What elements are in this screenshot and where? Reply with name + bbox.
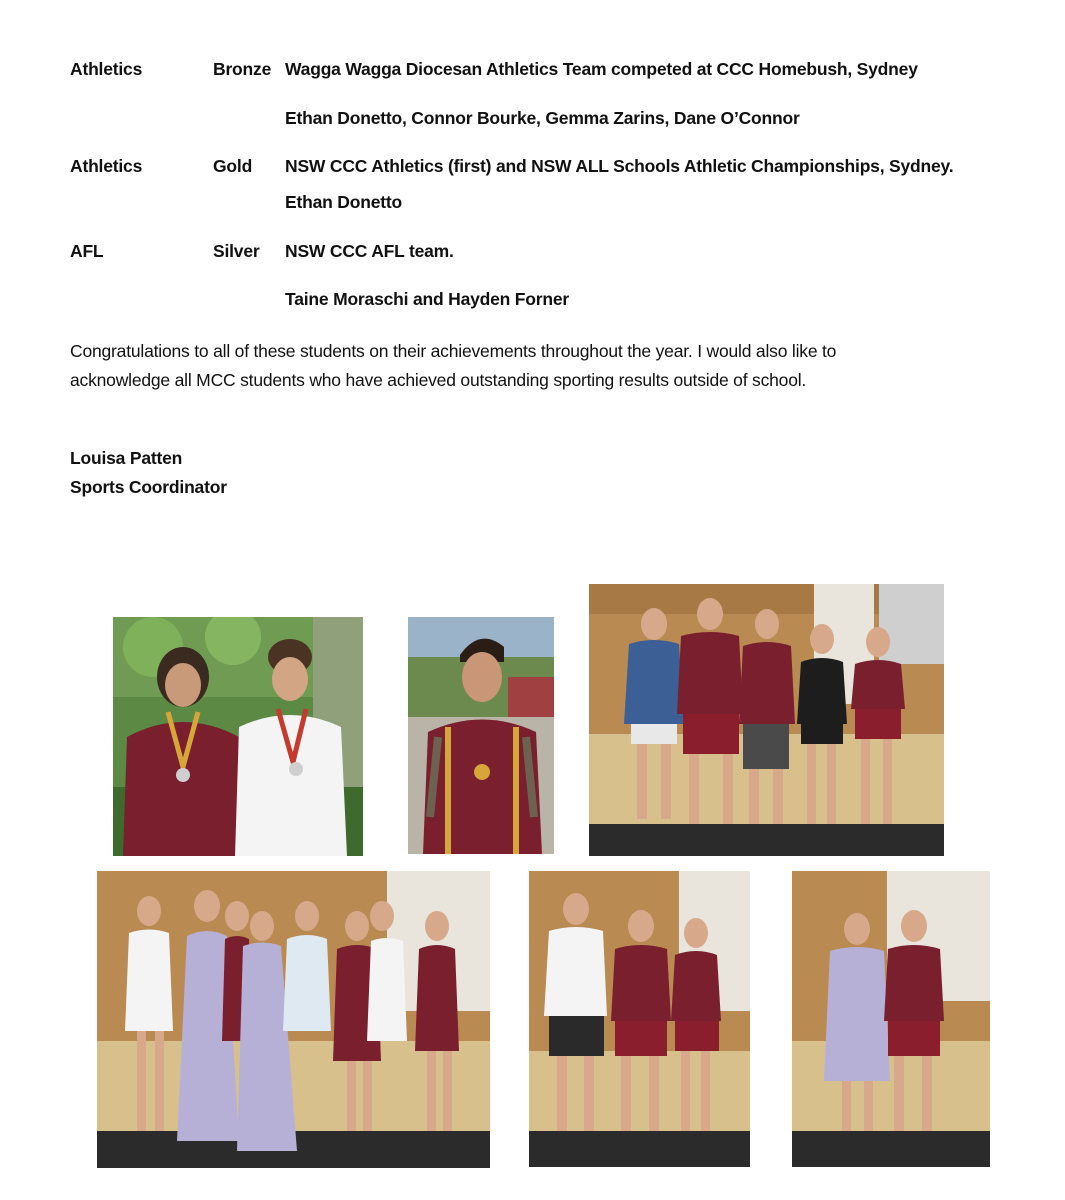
result-students: Taine Moraschi and Hayden Forner: [285, 289, 570, 309]
photo-student-gold-medal: [408, 617, 554, 854]
result-medal: Silver: [213, 241, 260, 261]
photo-two-students-stage: [792, 871, 990, 1167]
result-event: NSW CCC AFL team.: [285, 241, 454, 261]
result-sport: AFL: [70, 241, 104, 261]
closing-line: Congratulations to all of these students on their achievements throughout the year. I would also like to: [70, 341, 837, 361]
closing-paragraph: [70, 337, 950, 395]
photo-three-students: [529, 871, 750, 1167]
result-event: Wagga Wagga Diocesan Athletics Team competed at CCC Homebush, Sydney: [285, 59, 918, 79]
result-event: NSW CCC Athletics (first) and NSW ALL Schools Athletic Championships, Sydney.: [285, 156, 954, 176]
result-students: Ethan Donetto, Connor Bourke, Gemma Zarins, Dane O’Connor: [285, 108, 800, 128]
closing-line: acknowledge all MCC students who have achieved outstanding sporting results outside of school.: [70, 370, 807, 390]
result-medal: Bronze: [213, 59, 272, 79]
result-students: Ethan Donetto: [285, 192, 402, 212]
signature-title: Sports Coordinator: [70, 477, 227, 497]
result-sport: Athletics: [70, 156, 143, 176]
signature-name: Louisa Patten: [70, 448, 183, 468]
photo-large-group-stage: [97, 871, 490, 1168]
result-sport: Athletics: [70, 59, 143, 79]
photo-two-students-medals: [113, 617, 363, 856]
result-medal: Gold: [213, 156, 253, 176]
photo-group-five-stage: [589, 584, 944, 856]
